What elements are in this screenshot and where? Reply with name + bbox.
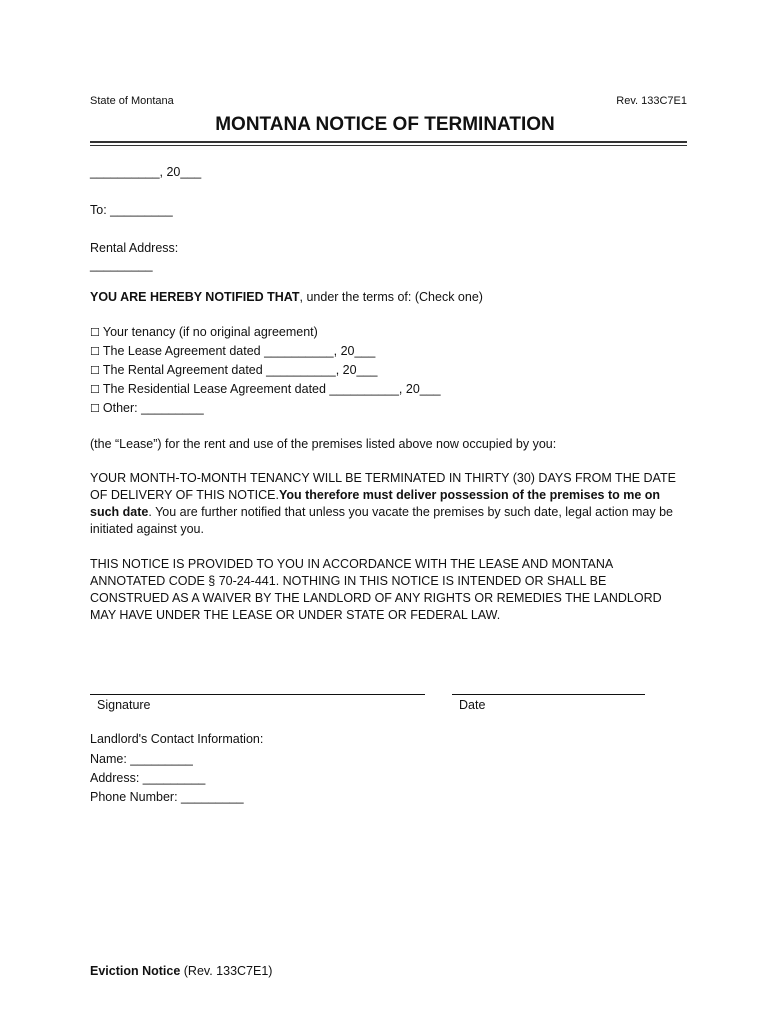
contact-address: Address: _________ (90, 771, 206, 785)
title-rule-bottom (90, 145, 687, 146)
termination-text-end: . You are further notified that unless you vacate the premises by such date, legal action may be initiated against you. (90, 505, 673, 536)
signature-line[interactable] (90, 694, 425, 695)
option-label: Other: _________ (102, 401, 204, 415)
option-label: The Residential Lease Agreement dated __________, 20___ (102, 382, 441, 396)
date-label: Date (459, 698, 486, 712)
legal-paragraph: THIS NOTICE IS PROVIDED TO YOU IN ACCORDANCE WITH THE LEASE AND MONTANA ANNOTATED CODE § 70-24-441. NOTHING IN THIS NOTICE IS INTENDED OR SHALL BE CONSTRUED AS A WAIVER BY THE LANDLORD OF ANY RIGHTS OR REMEDIES THE LANDLORD MAY HAVE UNDER THE LEASE OR UNDER STATE OR FEDERAL LAW. (90, 557, 662, 622)
checkbox-icon[interactable]: ☐ (90, 364, 100, 377)
termination-bold: You therefore must deliver possession of the premises to me on such date (90, 488, 661, 519)
state-label: State of Montana (90, 95, 174, 107)
notice-line (90, 289, 483, 306)
footer-bold: Eviction Notice (90, 964, 181, 978)
option-label: Your tenancy (if no original agreement) (102, 325, 318, 339)
checkbox-icon[interactable]: ☐ (90, 345, 100, 358)
signature-label: Signature (97, 698, 151, 712)
option-item (90, 381, 441, 398)
page-title: MONTANA NOTICE OF TERMINATION (215, 114, 555, 135)
to-line: To: _________ (90, 203, 173, 217)
date-signature-line[interactable] (452, 694, 645, 695)
lease-line: (the “Lease”) for the rent and use of the premises listed above now occupied by you: (90, 437, 557, 451)
termination-paragraph (90, 470, 678, 538)
date-line: __________, 20___ (90, 165, 202, 179)
option-label: The Lease Agreement dated __________, 20___ (102, 344, 376, 358)
footer-rest: (Rev. 133C7E1) (180, 964, 273, 978)
termination-text: YOUR MONTH-TO-MONTH TENANCY WILL BE TERMINATED IN THIRTY (30) DAYS FROM THE DATE OF DELIVERY OF THIS NOTICE. (90, 471, 676, 502)
notice-rest: , under the terms of: (Check one) (299, 290, 483, 304)
rental-address-label: Rental Address: (90, 241, 179, 255)
option-item (90, 343, 375, 360)
checkbox-icon[interactable]: ☐ (90, 402, 100, 415)
contact-phone: Phone Number: _________ (90, 790, 244, 804)
checkbox-icon[interactable]: ☐ (90, 326, 100, 339)
option-item (90, 324, 318, 341)
revision-label: Rev. 133C7E1 (616, 95, 687, 107)
option-item (90, 362, 377, 379)
contact-heading: Landlord's Contact Information: (90, 732, 264, 746)
footer (90, 963, 272, 980)
title-rule-top (90, 141, 687, 143)
rental-address-blank: _________ (90, 258, 153, 272)
checkbox-icon[interactable]: ☐ (90, 383, 100, 396)
option-item (90, 400, 204, 417)
contact-name: Name: _________ (90, 752, 193, 766)
notice-bold: YOU ARE HEREBY NOTIFIED THAT (90, 290, 300, 304)
option-label: The Rental Agreement dated __________, 20___ (102, 363, 378, 377)
